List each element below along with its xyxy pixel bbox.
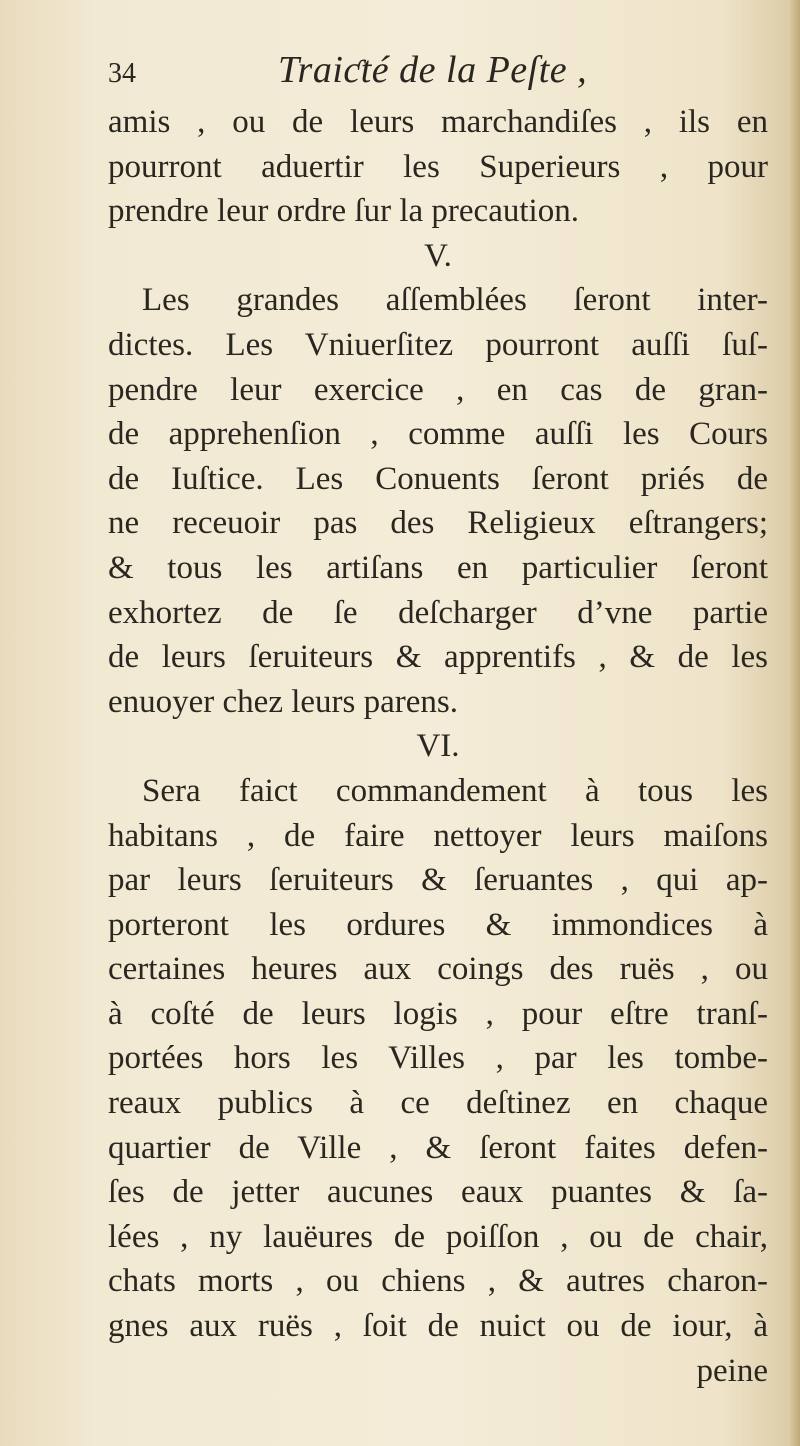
- text-line: porteront les ordures & immondices à: [108, 906, 768, 943]
- text-line: à coſté de leurs logis , pour eſtre tranſ-: [108, 995, 768, 1032]
- text-line: enuoyer chez leurs parens.: [108, 683, 458, 720]
- text-line: prendre leur ordre ſur la precaution.: [108, 193, 579, 230]
- text-line: gnes aux ruës , ſoit de nuict ou de iour, à: [108, 1308, 768, 1345]
- text-line: pourront aduertir les Superieurs , pour: [108, 148, 768, 185]
- text-line: habitans , de faire nettoyer leurs maiſons: [108, 817, 768, 854]
- section-number: VI.: [416, 728, 460, 765]
- page-edge: [790, 0, 800, 1446]
- text-line: par leurs ſeruiteurs & ſeruantes , qui ap-: [108, 862, 768, 899]
- text-line: portées hors les Villes , par les tombe-: [108, 1040, 768, 1077]
- text-line: Les grandes aſſemblées ſeront inter-: [142, 282, 768, 319]
- text-line: exhortez de ſe deſcharger d’vne partie: [108, 594, 768, 631]
- running-title: Traiƈté de la Peſte ,: [278, 49, 588, 91]
- page-number: 34: [108, 58, 136, 89]
- text-line: de leurs ſeruiteurs & apprentifs , & de les: [108, 639, 768, 676]
- text-line: & tous les artiſans en particulier ſeront: [108, 549, 768, 586]
- running-head: [108, 48, 768, 98]
- text-line: chats morts , ou chiens , & autres charon-: [108, 1263, 768, 1300]
- text-line: pendre leur exercice , en cas de gran-: [108, 371, 768, 408]
- text-line: Sera faict commandement à tous les: [142, 772, 768, 809]
- text-line: ne receuoir pas des Religieux eſtrangers;: [108, 505, 768, 542]
- body-text: [108, 100, 768, 1393]
- text-line: reaux publics à ce deſtinez en chaque: [108, 1085, 768, 1122]
- text-line: ſes de jetter aucunes eaux puantes & ſa-: [108, 1174, 768, 1211]
- text-line: amis , ou de leurs marchandiſes , ils en: [108, 104, 768, 140]
- text-line: certaines heures aux coings des ruës , ou: [108, 951, 768, 988]
- section-number: V.: [424, 237, 452, 274]
- text-line: quartier de Ville , & ſeront faites defen-: [108, 1129, 768, 1166]
- text-line: dictes. Les Vniuerſitez pourront auſſi ſuſ-: [108, 326, 768, 363]
- catchword: peine: [696, 1352, 768, 1389]
- text-line: de Iuſtice. Les Conuents ſeront priés de: [108, 460, 768, 497]
- text-line: de apprehenſion , comme auſſi les Cours: [108, 416, 768, 453]
- text-line: lées , ny lauëures de poiſſon , ou de chair,: [108, 1218, 768, 1255]
